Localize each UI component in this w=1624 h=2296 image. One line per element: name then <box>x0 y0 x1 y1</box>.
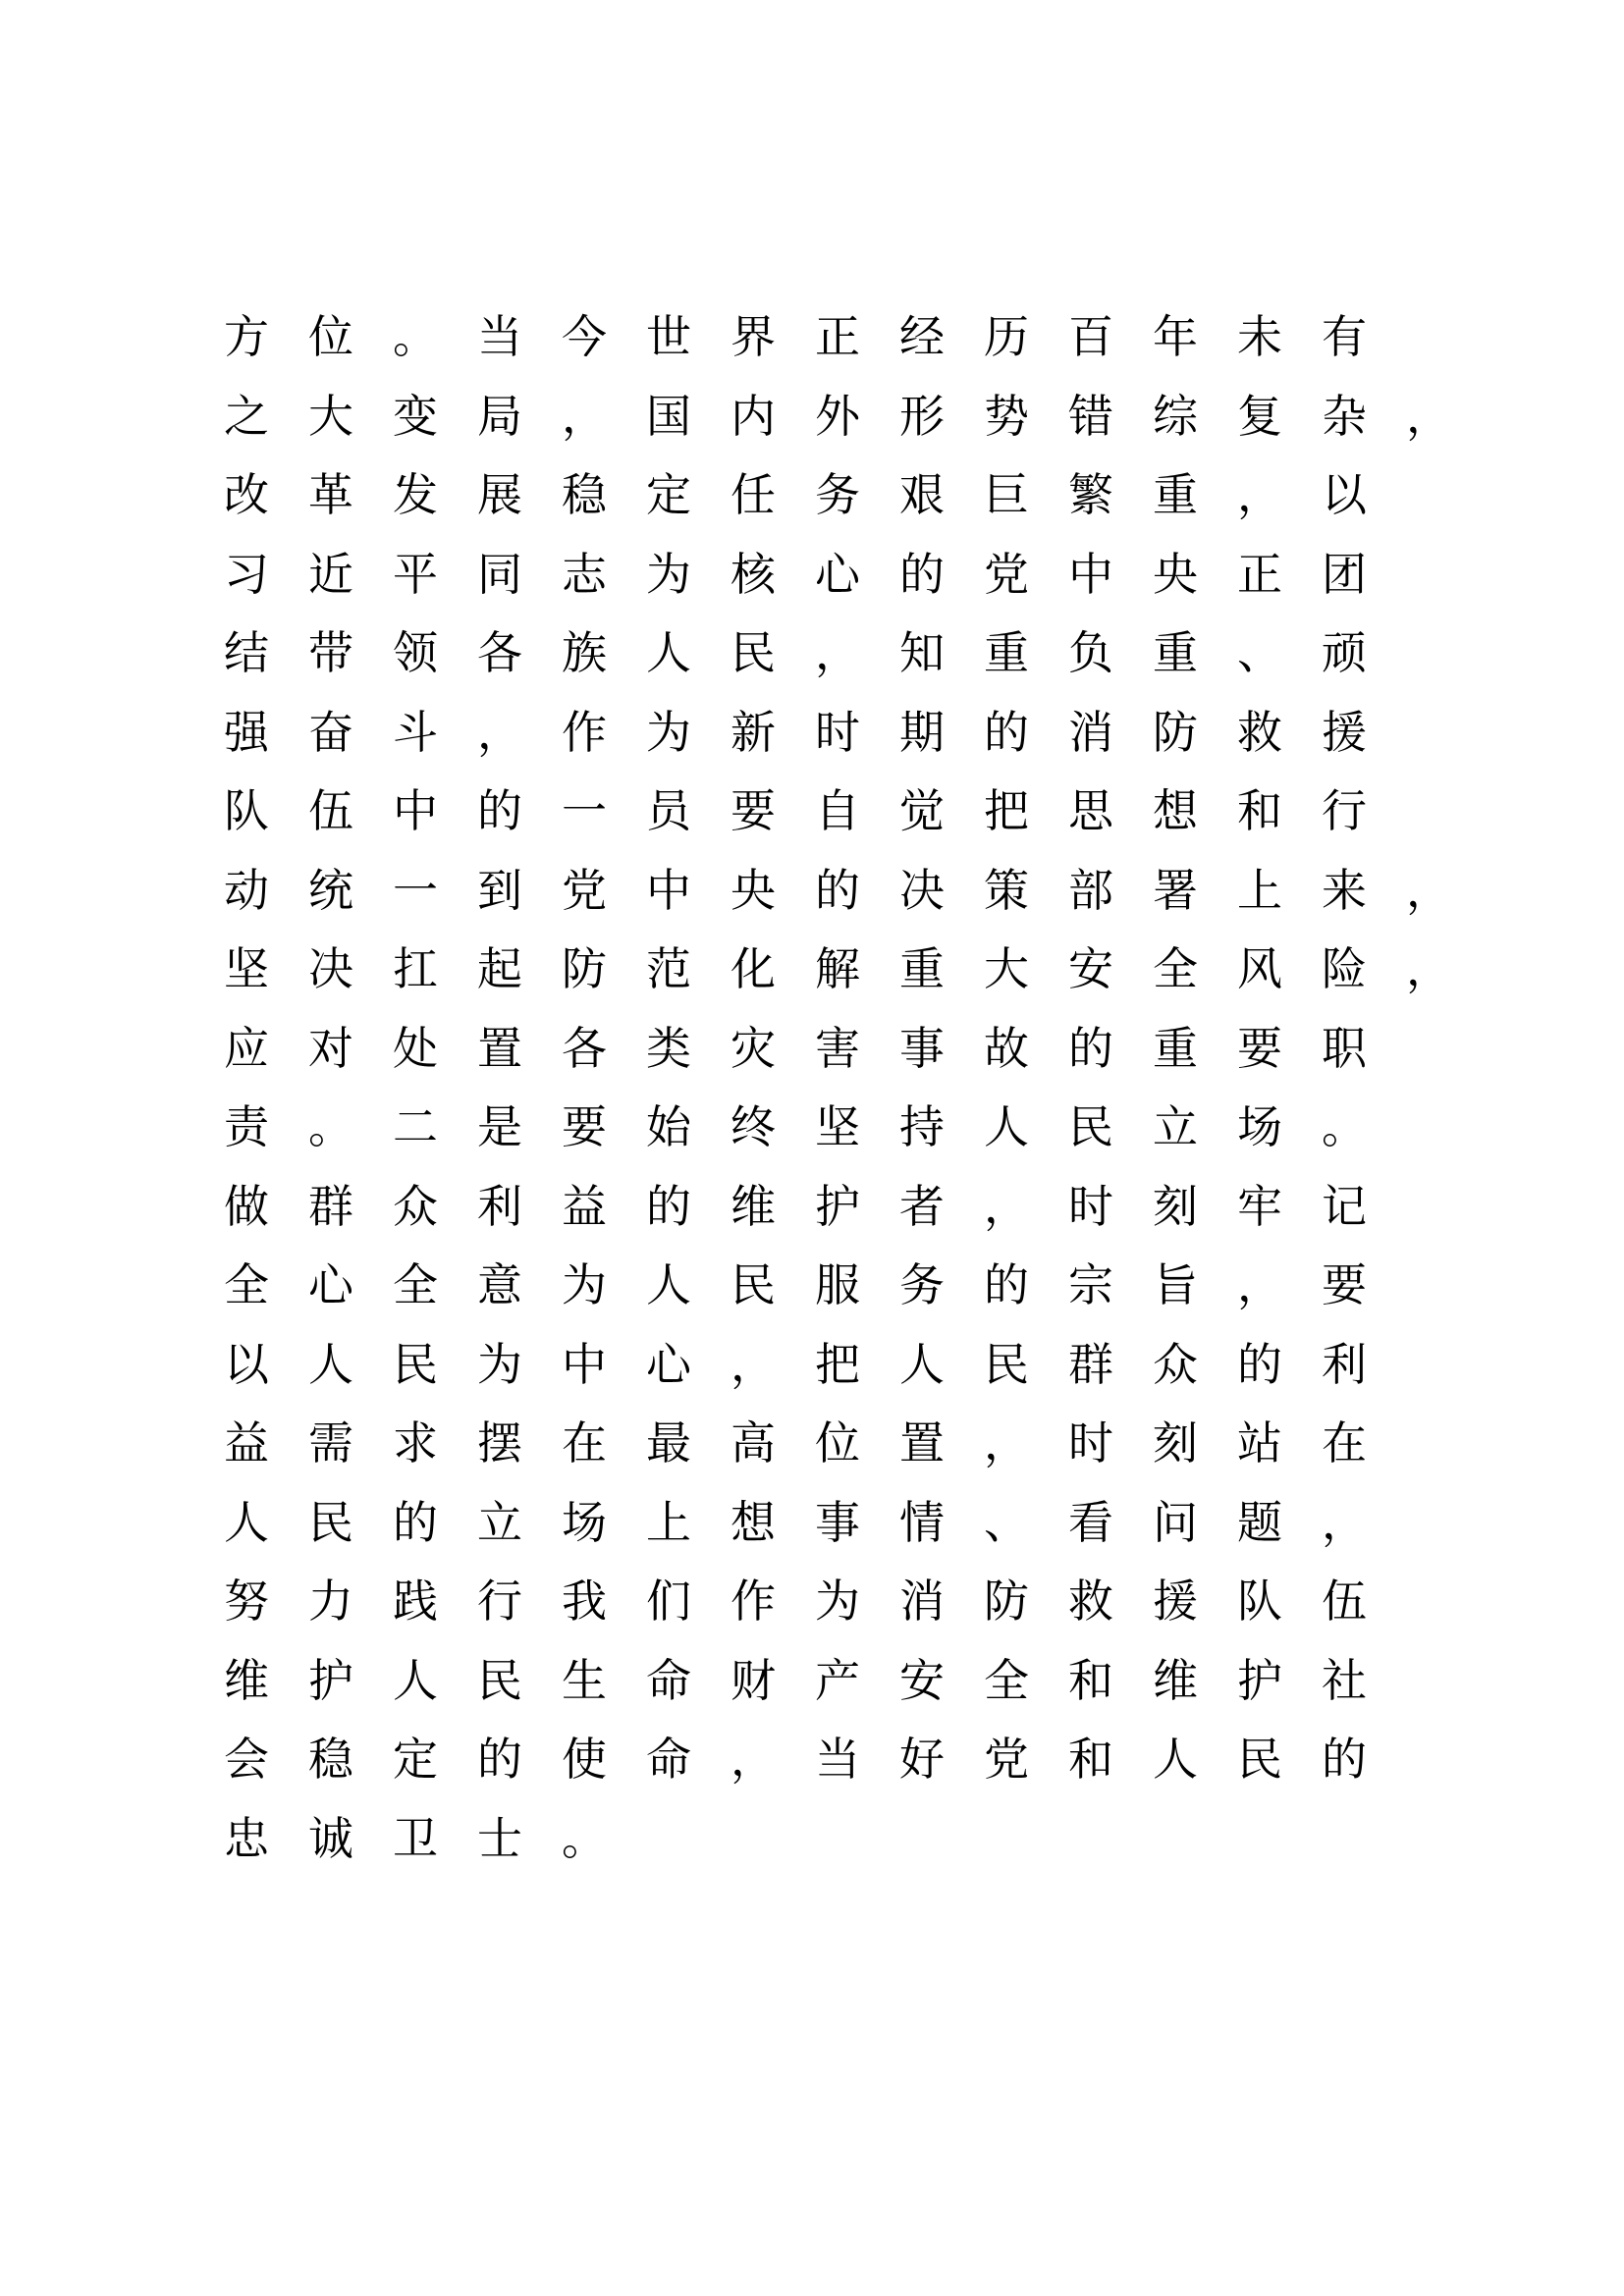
text-line: 责。二是要始终坚持人民立场。 <box>224 1100 1406 1153</box>
text-line: 队伍中的一员要自觉把思想和行 <box>224 784 1406 837</box>
text-line: 应对处置各类灾害事故的重要职 <box>224 1021 1406 1075</box>
text-line: 人民的立场上想事情、看问题， <box>224 1495 1406 1549</box>
text-line: 会稳定的使命，当好党和人民的 <box>224 1733 1406 1786</box>
text-line: 之大变局，国内外形势错综复杂， <box>224 389 1490 443</box>
text-line: 维护人民生命财产安全和维护社 <box>224 1653 1406 1707</box>
text-line: 全心全意为人民服务的宗旨，要 <box>224 1258 1406 1311</box>
text-line: 做群众利益的维护者，时刻牢记 <box>224 1179 1406 1233</box>
text-line: 习近平同志为核心的党中央正团 <box>224 547 1406 601</box>
text-line: 改革发展稳定任务艰巨繁重，以 <box>224 468 1406 521</box>
text-line: 以人民为中心，把人民群众的利 <box>224 1337 1406 1391</box>
text-line: 方位。当今世界正经历百年未有 <box>224 310 1406 363</box>
text-line: 努力践行我们作为消防救援队伍 <box>224 1575 1406 1628</box>
text-line: 强奋斗，作为新时期的消防救援 <box>224 705 1406 759</box>
body-text <box>224 297 1490 1878</box>
text-line: 结带领各族人民，知重负重、顽 <box>224 626 1406 679</box>
text-line: 忠诚卫士。 <box>224 1811 646 1865</box>
text-line: 动统一到党中央的决策部署上来， <box>224 863 1490 917</box>
text-line: 益需求摆在最高位置，时刻站在 <box>224 1416 1406 1469</box>
text-line: 坚决扛起防范化解重大安全风险， <box>224 942 1490 995</box>
